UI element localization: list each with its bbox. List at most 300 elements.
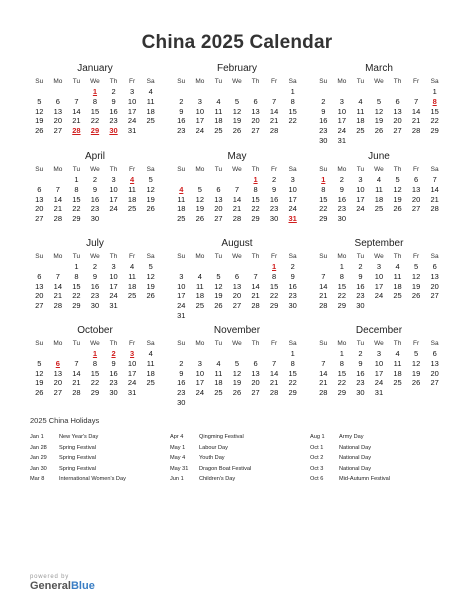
day-cell: 12 [146, 184, 155, 194]
day-cell: 9 [179, 368, 184, 378]
week-row [172, 214, 302, 224]
holiday-day: 2 [111, 349, 116, 358]
day-cell: 10 [127, 96, 137, 106]
weekday-label: Tu [214, 166, 223, 173]
week-row [172, 175, 302, 185]
weekday-header [172, 165, 302, 175]
day-cell: 18 [127, 281, 137, 291]
day-cell: 12 [214, 281, 223, 291]
day-cell: 14 [319, 368, 328, 378]
day-cell [191, 87, 210, 97]
day-cell [425, 214, 444, 224]
day-cell: 5 [234, 358, 240, 368]
day-cell [191, 398, 210, 408]
day-cell [246, 349, 265, 359]
day-cell: 17 [177, 291, 186, 301]
weekday-label: Th [393, 78, 402, 85]
week-row [30, 301, 160, 311]
week-row [314, 282, 444, 292]
holiday-date: May 31 [170, 465, 189, 472]
day-cell: 16 [109, 106, 118, 116]
weekday-label: Mo [337, 340, 347, 347]
day-cell: 3 [358, 175, 363, 184]
holiday-name: Spring Festival [59, 465, 96, 472]
day-cell: 11 [393, 358, 402, 368]
day-cell: 14 [430, 184, 439, 194]
day-cell: 26 [393, 204, 402, 214]
day-cell: 29 [72, 214, 81, 224]
day-cell: 18 [127, 194, 137, 204]
day-cell: 12 [232, 106, 242, 116]
day-cell [370, 301, 389, 311]
holiday-date: Jan 29 [30, 455, 47, 461]
day-cell [370, 136, 389, 146]
holiday-date: Mar 8 [30, 476, 45, 482]
week-row [172, 97, 302, 107]
week-row [314, 378, 444, 388]
day-cell: 30 [90, 301, 100, 311]
day-cell: 19 [146, 281, 155, 291]
day-cell: 26 [232, 388, 242, 398]
weekday-label: Th [109, 166, 118, 173]
day-cell: 28 [269, 126, 279, 136]
day-cell: 29 [319, 214, 328, 224]
day-cell: 22 [90, 378, 100, 388]
day-cell: 19 [411, 281, 421, 291]
day-cell: 25 [214, 126, 223, 136]
day-cell: 7 [55, 271, 60, 281]
holiday-day: 1 [321, 175, 326, 184]
weekday-label: We [374, 166, 384, 173]
day-cell [351, 214, 370, 224]
day-cell [30, 87, 49, 97]
weekday-label: Su [35, 340, 44, 347]
month-december [314, 325, 444, 398]
week-row [30, 262, 160, 272]
day-cell: 6 [216, 184, 221, 194]
day-cell: 27 [393, 126, 402, 136]
week-row [30, 359, 160, 369]
weekday-label: Sa [288, 253, 297, 260]
week-row [314, 116, 444, 126]
day-cell: 30 [356, 301, 365, 311]
day-cell: 24 [288, 204, 297, 214]
day-cell: 26 [35, 126, 44, 136]
day-cell: 19 [232, 116, 242, 126]
day-cell: 29 [337, 301, 347, 311]
holiday-date: Jan 1 [30, 434, 44, 440]
day-cell: 14 [53, 281, 63, 291]
day-cell [209, 398, 228, 408]
day-cell: 25 [127, 204, 137, 214]
weekday-header [30, 77, 160, 87]
day-cell [228, 175, 247, 185]
holiday-day: 4 [179, 184, 184, 194]
day-cell: 14 [269, 106, 279, 116]
brand-name [30, 580, 95, 592]
day-cell [246, 311, 265, 321]
day-cell: 31 [127, 126, 137, 136]
day-cell: 12 [35, 106, 44, 116]
day-cell: 25 [393, 291, 402, 301]
holiday-date: May 4 [170, 455, 186, 461]
day-cell: 17 [288, 194, 297, 204]
week-row [314, 214, 444, 224]
week-row [314, 388, 444, 398]
day-cell: 20 [251, 116, 260, 126]
day-cell: 19 [214, 291, 223, 301]
day-cell: 11 [146, 358, 155, 368]
day-cell: 21 [411, 116, 421, 126]
week-row [172, 369, 302, 379]
day-cell: 24 [337, 126, 347, 136]
day-cell [388, 136, 407, 146]
weekday-label: Fr [129, 253, 136, 260]
week-row [172, 126, 302, 136]
holiday-day: 1 [92, 349, 98, 358]
day-cell: 1 [339, 349, 344, 358]
day-cell: 8 [74, 184, 79, 194]
day-cell: 22 [72, 291, 81, 301]
weekday-label: Fr [129, 166, 136, 173]
day-cell: 28 [72, 388, 81, 398]
day-cell [191, 311, 210, 321]
week-row [30, 272, 160, 282]
day-cell: 17 [374, 281, 384, 291]
day-cell: 27 [35, 301, 44, 311]
weekday-label: Su [35, 253, 44, 260]
day-cell: 23 [356, 378, 365, 388]
day-cell: 22 [269, 291, 279, 301]
weekday-label: Tu [72, 78, 81, 85]
day-cell: 2 [179, 358, 184, 368]
powered-by-label: powered by [30, 574, 70, 580]
day-cell: 25 [195, 301, 205, 311]
day-cell: 28 [411, 126, 421, 136]
day-cell [228, 311, 247, 321]
month-august [172, 238, 302, 321]
holiday-row [170, 432, 294, 443]
weekday-header [30, 339, 160, 349]
day-cell [265, 398, 284, 408]
day-cell: 25 [177, 214, 186, 224]
day-cell [425, 388, 444, 398]
day-cell: 15 [319, 194, 328, 204]
day-cell: 10 [374, 271, 384, 281]
weekday-label: Tu [72, 253, 81, 260]
day-cell: 8 [74, 271, 79, 281]
week-row [30, 87, 160, 97]
day-cell: 24 [374, 378, 384, 388]
month-name: July [86, 238, 104, 249]
weekday-label: Fr [413, 78, 420, 85]
day-cell: 23 [337, 204, 347, 214]
day-cell: 25 [393, 378, 402, 388]
week-row [172, 87, 302, 97]
weekday-label: Fr [271, 253, 278, 260]
day-cell [141, 301, 160, 311]
day-cell [265, 311, 284, 321]
week-row [172, 204, 302, 214]
day-cell: 29 [337, 388, 347, 398]
day-cell: 16 [319, 116, 328, 126]
day-cell: 28 [269, 388, 279, 398]
week-row [30, 116, 160, 126]
holiday-row [170, 453, 294, 464]
day-cell [30, 175, 49, 185]
day-cell: 11 [375, 184, 383, 194]
day-cell [30, 349, 49, 359]
holiday-day: 28 [72, 126, 81, 136]
day-cell [407, 136, 426, 146]
day-cell [67, 349, 86, 359]
day-cell: 8 [339, 358, 344, 368]
holiday-row [170, 464, 294, 475]
holiday-date: Jan 30 [30, 465, 47, 472]
week-row [314, 126, 444, 136]
weekday-label: Fr [271, 166, 278, 173]
day-cell: 28 [251, 301, 260, 311]
weekday-label: We [374, 340, 384, 347]
weekday-label: Fr [129, 78, 136, 85]
holiday-name: Labour Day [199, 444, 228, 451]
day-cell: 15 [288, 368, 297, 378]
weekday-label: Tu [214, 253, 223, 260]
holiday-row [310, 443, 434, 454]
day-cell: 11 [356, 106, 365, 116]
day-cell [388, 301, 407, 311]
day-cell: 12 [393, 184, 402, 194]
day-cell: 21 [430, 194, 439, 204]
week-row [30, 204, 160, 214]
day-cell [191, 175, 210, 185]
day-cell: 28 [430, 204, 439, 214]
day-cell [209, 87, 228, 97]
day-cell: 15 [251, 194, 260, 204]
day-cell: 19 [374, 116, 384, 126]
day-cell: 11 [393, 271, 402, 281]
weekday-label: We [90, 166, 100, 173]
day-cell: 31 [109, 301, 118, 311]
day-cell: 4 [376, 175, 382, 184]
day-cell [388, 87, 407, 97]
day-cell: 14 [411, 106, 421, 116]
weekday-label: Su [35, 166, 44, 173]
day-cell: 15 [72, 281, 81, 291]
day-cell [388, 214, 407, 224]
day-cell: 18 [214, 378, 223, 388]
weekday-header [314, 252, 444, 262]
day-cell [172, 262, 191, 272]
day-cell: 12 [146, 271, 155, 281]
day-cell: 29 [72, 301, 81, 311]
day-cell: 12 [35, 368, 44, 378]
weekday-label: Su [319, 166, 328, 173]
week-row [314, 272, 444, 282]
holiday-date: Oct 6 [310, 476, 324, 482]
day-cell: 10 [195, 368, 205, 378]
day-cell: 8 [272, 271, 277, 281]
day-cell [283, 398, 302, 408]
day-cell: 6 [253, 96, 258, 106]
day-cell: 17 [127, 368, 137, 378]
day-cell: 27 [411, 204, 421, 214]
weekday-label: Su [177, 166, 186, 173]
day-cell: 2 [358, 262, 363, 271]
day-cell [314, 87, 333, 97]
day-cell: 1 [290, 349, 295, 358]
day-cell: 24 [177, 301, 186, 311]
day-cell: 31 [127, 388, 137, 398]
day-cell: 5 [216, 271, 221, 281]
week-row [30, 175, 160, 185]
day-cell [265, 87, 284, 97]
day-cell: 10 [356, 184, 365, 194]
holiday-column [30, 432, 154, 485]
day-cell: 4 [395, 262, 400, 271]
day-cell: 27 [430, 378, 439, 388]
day-cell: 19 [393, 194, 402, 204]
weekday-label: Sa [288, 78, 297, 85]
day-cell: 24 [356, 204, 365, 214]
holiday-day: 1 [92, 87, 98, 96]
page-title: China 2025 Calendar [141, 32, 333, 53]
week-row [172, 185, 302, 195]
day-cell [191, 349, 210, 359]
day-cell: 1 [74, 175, 79, 184]
day-cell: 19 [411, 368, 421, 378]
day-cell: 1 [339, 262, 344, 271]
week-row [172, 262, 302, 272]
day-cell: 1 [432, 87, 437, 96]
weekday-label: We [232, 253, 242, 260]
day-cell: 24 [127, 116, 137, 126]
weekday-label: Tu [214, 78, 223, 85]
day-cell: 17 [337, 116, 347, 126]
week-row [172, 301, 302, 311]
day-cell: 3 [290, 175, 295, 184]
holiday-row [30, 432, 154, 443]
week-row [30, 107, 160, 117]
month-september [314, 238, 444, 311]
holiday-name: Qingming Festival [199, 434, 244, 440]
weekday-label: Sa [430, 253, 439, 260]
day-cell: 8 [321, 184, 326, 194]
day-cell: 5 [414, 349, 419, 358]
day-cell: 19 [35, 116, 44, 126]
day-cell: 14 [232, 194, 242, 204]
weekday-label: Fr [271, 340, 278, 347]
day-cell: 15 [90, 106, 100, 116]
month-name: January [77, 63, 113, 74]
day-cell: 12 [374, 106, 384, 116]
day-cell: 11 [195, 281, 204, 291]
day-cell: 26 [195, 214, 205, 224]
day-cell: 31 [337, 135, 347, 145]
weekday-label: Mo [53, 78, 63, 85]
day-cell: 25 [146, 378, 155, 388]
day-cell: 24 [195, 126, 205, 136]
day-cell: 9 [111, 96, 116, 106]
day-cell: 15 [269, 281, 279, 291]
weekday-label: Mo [195, 253, 205, 260]
day-cell [172, 175, 191, 185]
day-cell: 3 [376, 262, 382, 271]
day-cell: 25 [127, 291, 137, 301]
holiday-day: 30 [109, 126, 118, 136]
day-cell: 18 [356, 116, 365, 126]
day-cell: 3 [339, 96, 344, 106]
generalblue-logo[interactable] [30, 574, 95, 592]
week-row [314, 262, 444, 272]
day-cell: 22 [337, 378, 347, 388]
day-cell: 26 [232, 126, 242, 136]
day-cell: 29 [251, 214, 260, 224]
day-cell: 28 [53, 301, 63, 311]
holiday-name: International Women's Day [59, 476, 126, 482]
holidays-heading: 2025 China Holidays [30, 416, 100, 425]
weekday-label: We [374, 253, 384, 260]
holiday-date: Oct 2 [310, 455, 324, 461]
day-cell: 29 [288, 388, 297, 398]
day-cell: 2 [321, 96, 326, 106]
weekday-header [172, 252, 302, 262]
day-cell: 7 [321, 358, 326, 368]
day-cell: 7 [272, 358, 277, 368]
day-cell: 4 [358, 96, 363, 106]
day-cell: 24 [195, 388, 205, 398]
day-cell [209, 349, 228, 359]
day-cell: 7 [272, 96, 277, 106]
day-cell: 20 [251, 378, 260, 388]
day-cell: 6 [432, 349, 437, 358]
day-cell: 20 [393, 116, 402, 126]
day-cell: 5 [395, 175, 400, 184]
week-row [30, 195, 160, 205]
day-cell: 6 [414, 175, 419, 184]
day-cell: 16 [90, 194, 100, 204]
day-cell: 14 [251, 281, 260, 291]
day-cell: 11 [146, 96, 155, 106]
week-row [172, 116, 302, 126]
weekday-label: Su [319, 340, 328, 347]
day-cell: 4 [216, 358, 221, 368]
day-cell [141, 388, 160, 398]
day-cell: 16 [269, 194, 279, 204]
day-cell: 27 [430, 291, 439, 301]
day-cell [141, 214, 160, 224]
day-cell: 4 [148, 87, 153, 96]
week-row [30, 282, 160, 292]
day-cell: 3 [111, 262, 116, 271]
weekday-label: Sa [146, 78, 155, 85]
holiday-date: Oct 1 [310, 444, 324, 451]
weekday-label: We [232, 340, 242, 347]
day-cell [49, 262, 68, 272]
holiday-date: Apr 4 [170, 434, 184, 440]
day-cell [351, 87, 370, 97]
day-cell [172, 87, 191, 97]
weekday-label: Tu [356, 166, 365, 173]
day-cell: 8 [92, 358, 98, 368]
week-row [172, 195, 302, 205]
day-cell: 19 [232, 378, 242, 388]
day-cell: 16 [356, 368, 365, 378]
day-cell: 20 [411, 194, 421, 204]
day-cell: 3 [130, 87, 135, 96]
weekday-header [172, 339, 302, 349]
day-cell: 4 [216, 96, 221, 106]
